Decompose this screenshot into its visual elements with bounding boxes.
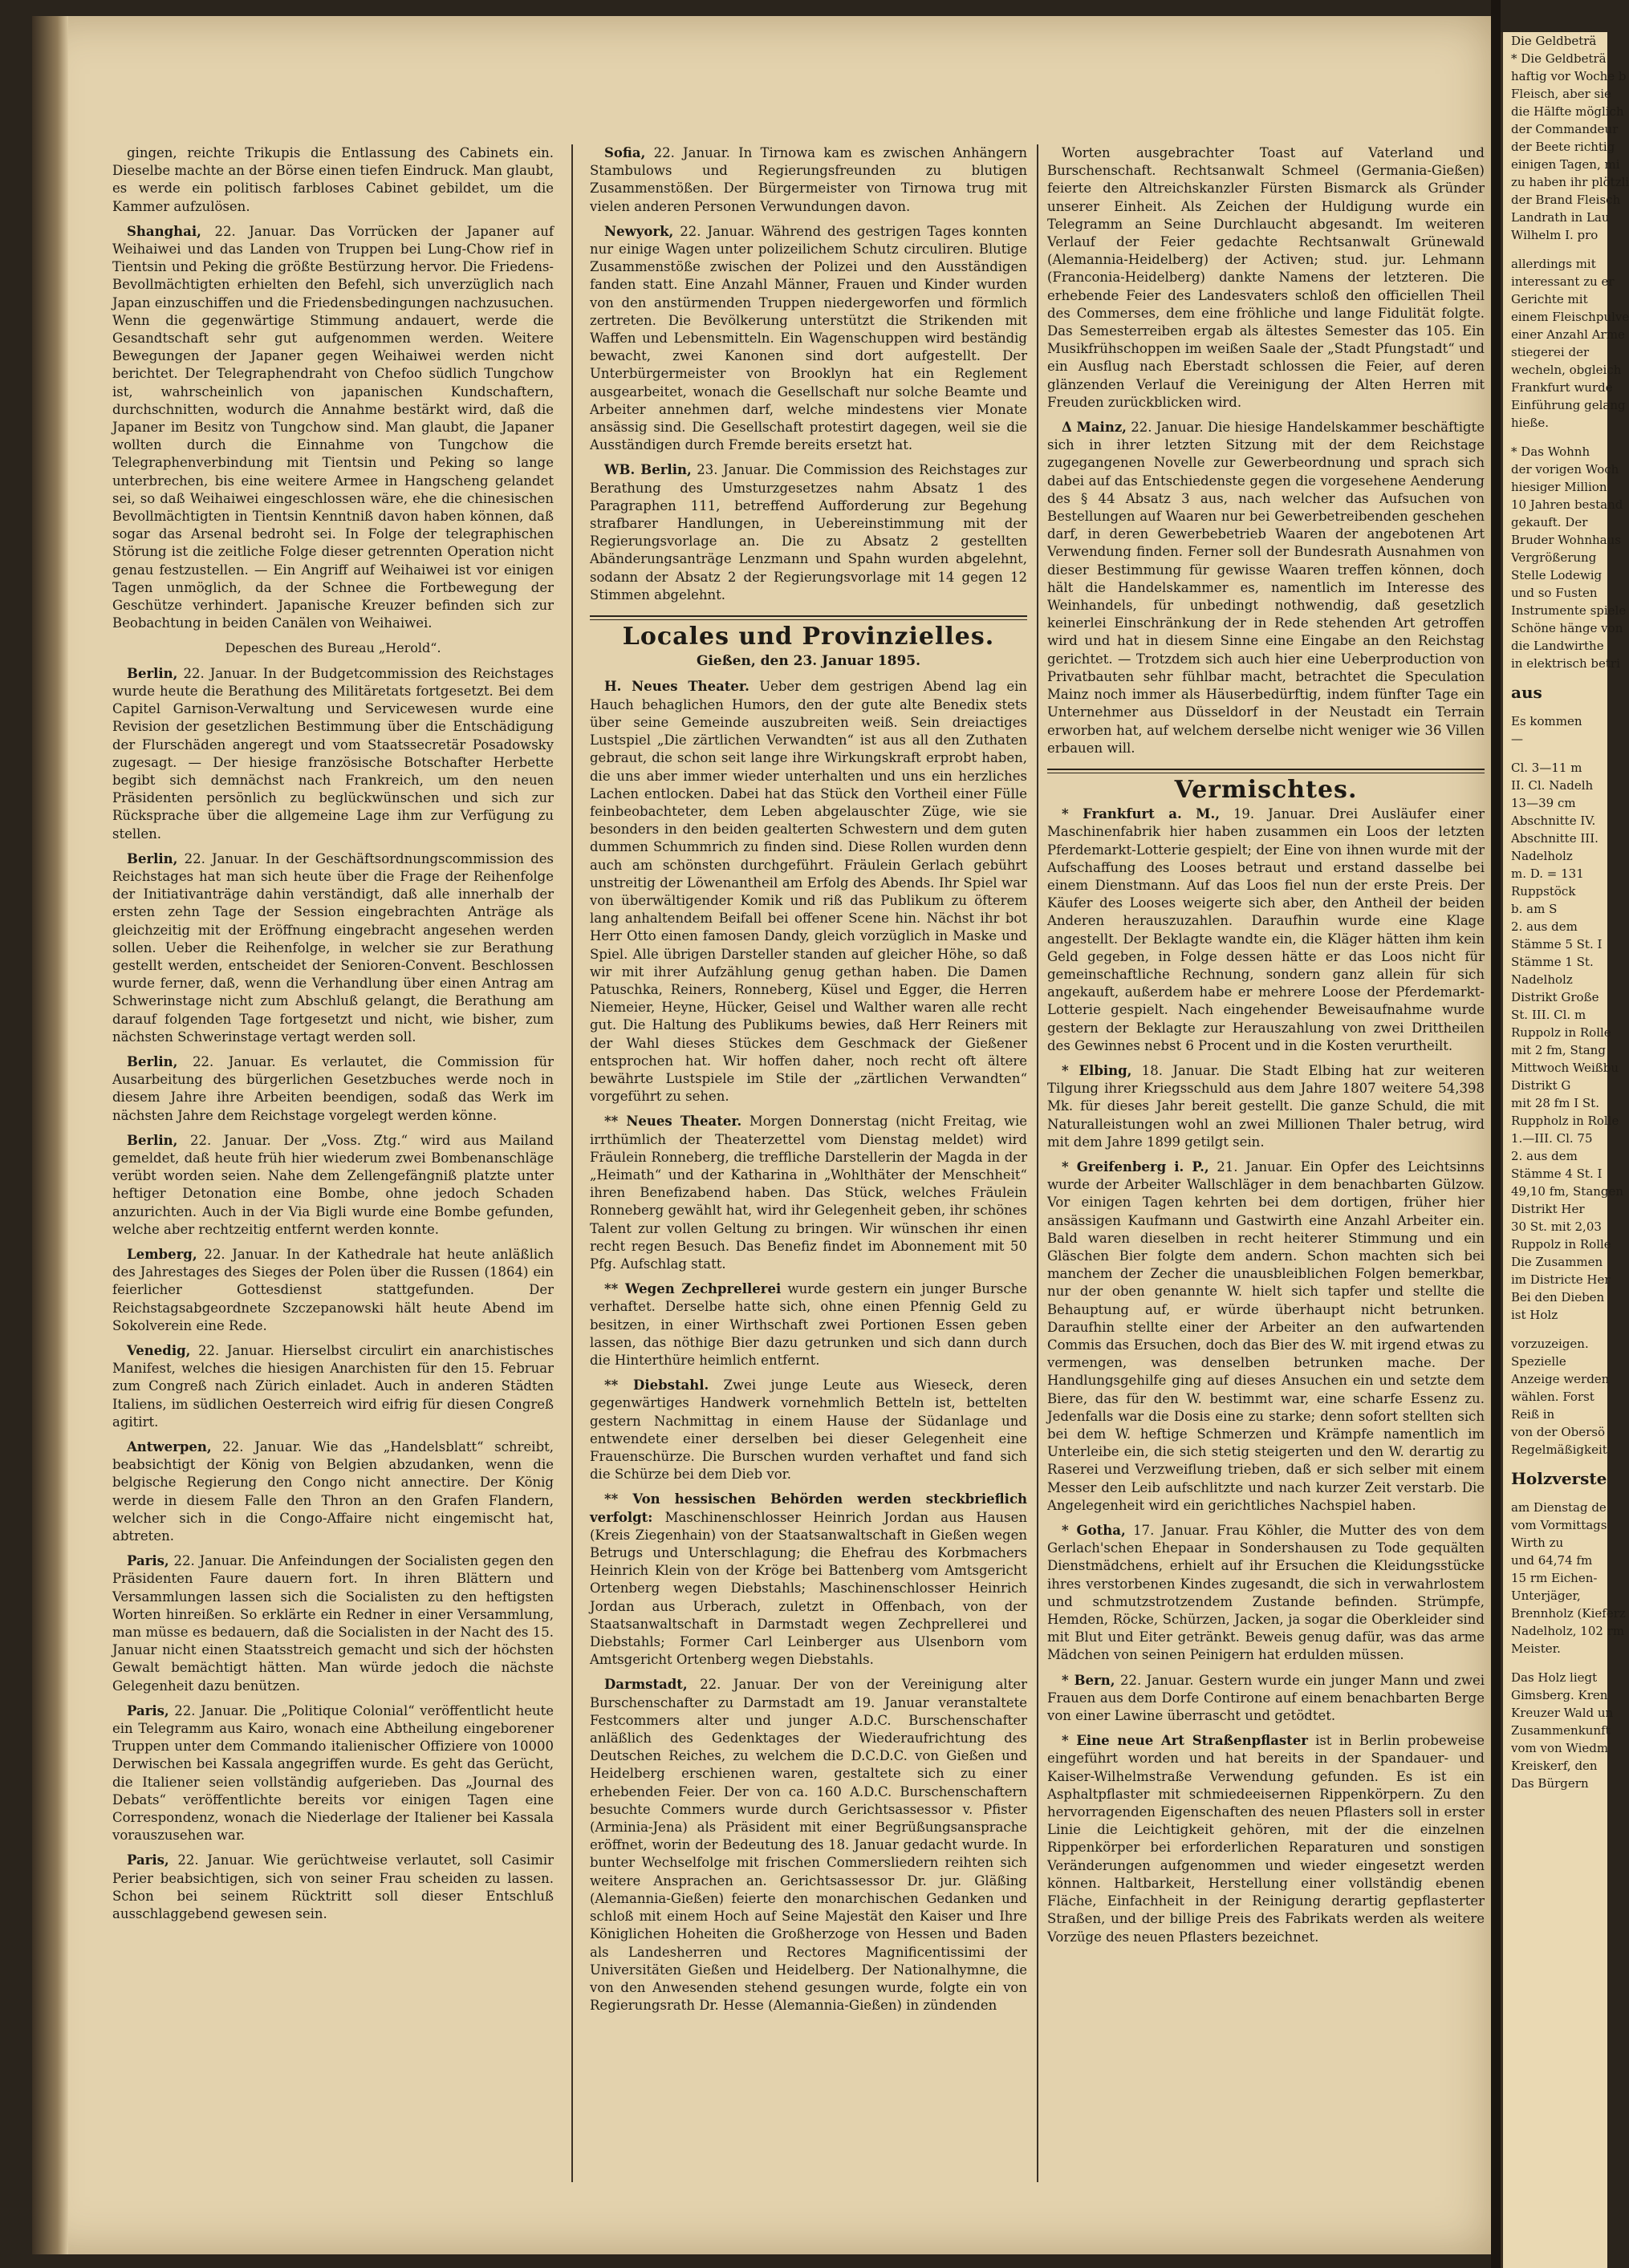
strip-line: Reiß in bbox=[1511, 1407, 1555, 1422]
strip-line: St. III. Cl. m bbox=[1511, 1008, 1586, 1022]
article-dateline: ** Diebstahl. bbox=[604, 1377, 709, 1394]
strip-line: 15 rm Eichen- bbox=[1511, 1571, 1598, 1585]
strip-line: Die Geldbeträ bbox=[1511, 34, 1597, 48]
article-paragraph bbox=[590, 461, 1027, 604]
column-rule bbox=[1037, 144, 1038, 2182]
strip-line: stiegerei der bbox=[1511, 345, 1590, 359]
strip-line: Bei den Dieben bbox=[1511, 1290, 1605, 1304]
strip-line: die Landwirthe bbox=[1511, 639, 1604, 653]
article-text: 22. Januar. Es verlautet, die Commission für Ausarbeitung des bürgerlichen Gesetzbuches werde noch in diesem Jahre ihre Arbeiten beendigen, sodaß das Werk im nächsten Jahre dem Reichstage vorgelegt werden könne. bbox=[112, 1053, 555, 1123]
strip-block bbox=[1503, 684, 1607, 701]
strip-block bbox=[1503, 1335, 1610, 1459]
local-news-dateline: Gießen, den 23. Januar 1895. bbox=[696, 653, 921, 670]
strip-line: Nadelholz bbox=[1511, 972, 1573, 987]
article-dateline: Venedig, bbox=[127, 1343, 191, 1358]
strip-line: Cl. 3—11 m bbox=[1511, 761, 1582, 775]
article-paragraph bbox=[1047, 144, 1485, 412]
article-paragraph bbox=[590, 223, 1027, 455]
strip-line: am Dienstag de bbox=[1511, 1500, 1607, 1515]
article-paragraph bbox=[112, 850, 554, 1046]
article-text: 19. Januar. Drei Ausläufer einer Maschinenfabrik hier haben zusammen ein Loos der letzten Pferdemarkt-Lotterie gespielt; der Eine von ihnen wurde mit der Aufschaffung des Looses betraut und erstand dasselbe bei einem Dienstmann. Auf das Loos fiel nun der erste Preis. Der Käufer des Looses weigerte sich aber, den Antheil der beiden Anderen herauszuzahlen. Daraufhin wurde eine Klage angestellt. Der Beklagte wandte ein, die Kläger hätten ihm kein Geld gegeben, in Folge dessen hätte er das Loos nicht für gemeinschaftliche Rechnung, sondern ganz allein für sich angekauft, außerdem habe er mehrere Loose der Pferdemarkt-Lotterie gespielt. Nach eingehender Beweisaufnahme wurde gestern der Beklagte zur Herauszahlung von zwei Drittheilen des Gewinnes nebst 6 Procent und in die Kosten verurtheilt. bbox=[1047, 806, 1485, 1053]
strip-line: Das Bürgern bbox=[1511, 1776, 1589, 1791]
strip-line: Schöne hänge von bbox=[1511, 621, 1623, 635]
article-dateline: Newyork, bbox=[604, 223, 674, 239]
strip-line: die Hälfte möglich bbox=[1511, 104, 1624, 119]
strip-line: wecheln, obgleich bbox=[1511, 363, 1622, 377]
article-dateline: Berlin, bbox=[127, 1132, 178, 1148]
strip-line: Abschnitte IV. bbox=[1511, 813, 1596, 828]
strip-line: II. Cl. Nadelh bbox=[1511, 778, 1594, 793]
article-paragraph bbox=[112, 639, 554, 657]
column-rule bbox=[571, 144, 573, 2182]
page-gutter bbox=[32, 16, 68, 2254]
strip-line: Stämme 1 St. bbox=[1511, 955, 1594, 969]
article-paragraph bbox=[112, 665, 554, 843]
article-text: Depeschen des Bureau „Herold“. bbox=[225, 640, 441, 656]
strip-line: der Beete richtig bbox=[1511, 140, 1615, 154]
article-dateline: WB. Berlin, bbox=[604, 462, 692, 478]
strip-line: Gerichte mit bbox=[1511, 292, 1588, 306]
strip-line: allerdings mit bbox=[1511, 257, 1596, 271]
strip-line: Abschnitte III. bbox=[1511, 831, 1599, 846]
strip-line: Ruppstöck bbox=[1511, 884, 1576, 899]
strip-line: und 64,74 fm bbox=[1511, 1553, 1593, 1568]
local-news-section bbox=[590, 678, 1027, 2014]
strip-line: 30 St. mit 2,03 bbox=[1511, 1219, 1602, 1234]
article-dateline: Lemberg, bbox=[127, 1246, 197, 1262]
article-dateline: * Greifenberg i. P., bbox=[1062, 1158, 1209, 1175]
strip-line: Landrath in Lau bbox=[1511, 210, 1610, 225]
article-paragraph bbox=[1047, 1522, 1485, 1665]
article-text: Ueber dem gestrigen Abend lag ein Hauch behaglichen Humors, den der gute alte Benedix stets über seine Gemeinde auszubreiten weiß. Sein dreiactiges Lustspiel „Die zärtlichen Verwandten“ ist aus all den Zuthaten gebraut, die schon seit lange ihre Wirkungskraft erprobt haben, die uns aber immer wieder unterhalten und uns ein herzliches Lachen entlocken. Dabei hat das Stück den Vortheil einer Fülle feinbeobachteter, dem Leben abgelauschter Züge, wie sie besonders in den beiden gealterten Schwestern und dem guten dummen Schummrich zu finden sind. Diese Rollen wurden denn auch am schönsten durchgeführt. Fräulein Gerlach gebührt unstreitig der Löwenantheil am Erfolg des Abends. Ihr Spiel war von überwältigender Komik und riß das Publikum zu öfterem lang anhaltendem Beifall bei offener Scene hin. Nächst ihr bot Herr Otto einen famosen Dandy, gleich vorzüglich in Maske und Spiel. Alle übrigen Darsteller standen auf gleicher Höhe, so daß wir mit ihrer Aufzählung genug gethan haben. Die Damen Patuschka, Reiners, Ronneberg, Küsel und Egger, die Herren Niemeier, Heyne, Hücker, Geisel und Walther waren alle recht gut. Die Haltung des Publikums bewies, daß Herr Reiners mit der Wahl dieses Stückes dem Geschmack der Gießener entsprochen hat. Wir hoffen daher, noch recht oft ältere bewährte Lustspiele im Stile der „zärtlichen Verwandten“ vorgeführt zu sehen. bbox=[590, 679, 1027, 1105]
section-divider bbox=[590, 615, 1027, 620]
article-text: 22. Januar. Gestern wurde ein junger Mann und zwei Frauen aus dem Dorfe Contirone auf einem benachbarten Berge von einer Lawine überrascht und getödtet. bbox=[1047, 1672, 1485, 1724]
strip-line: Kreuzer Wald un bbox=[1511, 1706, 1614, 1720]
article-dateline: Paris, bbox=[127, 1702, 169, 1718]
strip-block bbox=[1503, 443, 1627, 672]
strip-block bbox=[1503, 32, 1629, 244]
strip-line: * Das Wohnh bbox=[1511, 444, 1590, 459]
article-paragraph bbox=[590, 1113, 1027, 1273]
article-paragraph bbox=[1047, 419, 1485, 757]
strip-line: aus bbox=[1511, 683, 1542, 702]
strip-line: Regelmäßigkeit bbox=[1511, 1442, 1607, 1457]
strip-line: Zusammenkunft bbox=[1511, 1723, 1611, 1738]
strip-line: hieße. bbox=[1511, 416, 1549, 430]
strip-line: Ruppholz in Rolle bbox=[1511, 1114, 1619, 1128]
article-dateline: Berlin, bbox=[127, 850, 178, 866]
strip-block bbox=[1503, 759, 1624, 1324]
newspaper-page bbox=[32, 16, 1493, 2254]
strip-line: Instrumente spiele bbox=[1511, 603, 1627, 618]
strip-line: Fleisch, aber sie bbox=[1511, 87, 1611, 101]
strip-line: Wilhelm I. pro bbox=[1511, 228, 1599, 242]
strip-line: ist Holz bbox=[1511, 1308, 1558, 1322]
strip-line: * Die Geldbeträ bbox=[1511, 51, 1607, 66]
local-news-heading: Locales und Provinzielles. bbox=[622, 623, 995, 651]
article-text: 22. Januar. In der Kathedrale hat heute anläßlich des Jahrestages des Sieges der Polen über die Russen (1864) ein feierlicher Gottesdienst stattgefunden. Der Reichstagsabgeordnete Szczepanowski hält heute Abend im Sokolverein eine Rede. bbox=[112, 1246, 554, 1333]
strip-line: Frankfurt wurde bbox=[1511, 380, 1613, 395]
strip-line: einer Anzahl Arme bbox=[1511, 327, 1625, 342]
binding-shadow bbox=[1491, 0, 1501, 2268]
strip-line: interessant zu er bbox=[1511, 274, 1615, 289]
article-paragraph bbox=[112, 1053, 554, 1125]
adjacent-page-strip bbox=[1501, 32, 1629, 2268]
strip-line: Vergrößerung bbox=[1511, 550, 1597, 565]
article-text: Morgen Donnerstag (nicht Freitag, wie irrthümlich der Theaterzettel vom Dienstag meldet) wird Fräulein Ronneberg, die treffliche Darstellerin der Magda in der „Heimath“ und der Katharina in „Wohlthäter der Menschheit“ ihren Benefizabend haben. Das Stück, welches Fräulein Ronneberg gewählt hat, wird ihr Gelegenheit geben, ihr schönes Talent zur vollen Geltung zu bringen. Wir wünschen ihr einen recht regen Besuch. Das Benefiz findet im Abonnement mit 50 Pfg. Aufschlag statt. bbox=[590, 1114, 1028, 1272]
strip-line: Nadelholz bbox=[1511, 849, 1573, 863]
article-paragraph bbox=[590, 678, 1027, 1106]
article-paragraph bbox=[590, 1491, 1027, 1669]
strip-line: Nadelholz, 102 rm bbox=[1511, 1624, 1625, 1638]
strip-block bbox=[1503, 1669, 1614, 1792]
strip-line: Es kommen bbox=[1511, 714, 1582, 728]
strip-block bbox=[1503, 712, 1607, 748]
article-text: wurde gestern ein junger Bursche verhaftet. Derselbe hatte sich, ohne einen Pfennig Geld zu besitzen, in einer Wirthschaft zwei Portionen Essen geben lassen, das nöthige Bier dazu getrunken und sich dann durch die Hinterthüre heimlich entfernt. bbox=[590, 1281, 1027, 1368]
strip-line: hiesiger Million bbox=[1511, 480, 1607, 494]
article-paragraph bbox=[1047, 1158, 1485, 1515]
strip-block bbox=[1503, 1499, 1626, 1657]
strip-line: Kreiskerf, den bbox=[1511, 1759, 1598, 1773]
article-text: 17. Januar. Frau Köhler, die Mutter des von dem Gerlach'schen Ehepaar in Sondershausen zu Tode gequälten Dienstmädchens, erhielt auf ihr Ersuchen die Kleidungsstücke ihres verstorbenen Kindes zugesandt, die sich in verwahrlostem und schmutzstrotzendem Zustande befinden. Strümpfe, Hemden, Röcke, Schürzen, Jacken, ja sogar die Oberkleider sind mit Blut und Eiter getränkt. Beweis genug dafür, was das arme Mädchen von seinen Peinigern hat erdulden müssen. bbox=[1047, 1523, 1485, 1663]
article-dateline: Antwerpen, bbox=[127, 1439, 212, 1455]
article-text: 22. Januar. In der Budgetcommission des Reichstages wurde heute die Berathung des Militäretats fortgesetzt. Bei dem Capitel Garnison-Verwaltung und Servicewesen wurde eine Revision der gesetzlichen Bestimmung über die Entschädigung der Flurschäden angeregt und vom Staatssecretär Posadowsky zugesagt. — Der hiesige französische Botschafter Herbette begibt sich demnächst nach Frankreich, um den neuen Präsidenten persönlich zu beglückwünschen und sich zur Rücksprache über die allgemeine Lage ihm zur Verfügung zu stellen. bbox=[112, 665, 555, 842]
column-2 bbox=[590, 144, 1027, 2182]
article-paragraph bbox=[112, 223, 554, 633]
article-text: 22. Januar. In der Geschäftsordnungscommission des Reichstages hat man sich heute über die Frage der Reihenfolge der Initiativanträge dahin verständigt, daß alle innerhalb der ersten zehn Tage der Session eingebrachten Anträge als gleichzeitig mit der Eröffnung eingebracht angesehen werden sollen. Ueber die Reihenfolge, in welcher sie zur Berathung gestellt werden, entscheidet der Senioren-Convent. Beschlossen wurde ferner, daß, wenn die Verhandlung über einen Antrag am Schwerinstage nicht zum Abschluß gelangt, die Berathung am darauf folgenden Tage fortgesetzt und nicht, wie bisher, zum nächsten Schwerinstage vertagt werden soll. bbox=[112, 850, 554, 1045]
article-text: ist in Berlin probeweise eingeführt worden und hat bereits in der Spandauer- und Kaiser-Wilhelmstraße Verwendung gefunden. Es ist ein Asphaltpflaster mit schmiedeeisernen Rippenkörpern. Zu den hervorragenden Eigenschaften des neuen Pflasters soll in erster Linie die Leichtigkeit gehören, mit der die einzelnen Rippenkörper bei erforderlichen Reparaturen und sonstigen Veränderungen aufgenommen und wieder eingesetzt werden können. Haltbarkeit, Herstellung einer vollständig ebenen Fläche, Einfachheit in der Reinigung derartig gepflasterter Straßen, und der billige Preis des Fabrikats werden als weitere Vorzüge des neuen Pflasters bezeichnet. bbox=[1047, 1733, 1485, 1945]
article-text: 22. Januar. In Tirnowa kam es zwischen Anhängern Stambulows und Regierungsfreunden zu blutigen Zusammenstößen. Der Bürgermeister von Tirnowa trug mit vielen anderen Personen Verwundungen davon. bbox=[590, 145, 1027, 214]
article-paragraph bbox=[112, 1132, 554, 1239]
misc-section bbox=[1047, 805, 1485, 1946]
strip-line: Distrikt Her bbox=[1511, 1202, 1585, 1216]
article-text: 22. Januar. Die „Politique Colonial“ veröffentlicht heute ein Telegramm aus Kairo, wonach eine Abtheilung eingeborener Truppen unter dem Commando italienischer Offiziere von 10000 Derwischen bei Kassala angegriffen wurde. Es geht das Gerücht, die Italiener seien vollständig aufgerieben. Das „Journal des Debats“ veröffentlichte bereits vor einigen Tagen eine Correspondenz, wonach die Niederlage der Italiener bei Kassala vorauszusehen war. bbox=[112, 1702, 555, 1844]
article-dateline: Paris, bbox=[127, 1852, 169, 1868]
article-text: 22. Januar. Das Vorrücken der Japaner auf Weihaiwei und das Landen von Truppen bei Lung-Chow rief in Tientsin und Peking die größte Bestürzung hervor. Die Friedens-Bevollmächtigten erhielten den Befehl, sich unverzüglich nach Japan einzuschiffen und die Friedensbedingungen nachzusuchen. Wenn die gegenwärtige Stimmung andauert, werde die Gesandtschaft sehr gut aufgenommen werden. Weitere Bewegungen der Japaner gegen Weihaiwei werden nicht berichtet. Der Telegraphendraht von Chefoo südlich Tungchow ist, wahrscheinlich von japanischen Kundschaftern, durchschnitten, wodurch die Annahme bestärkt wird, daß die Japaner im Besitz von Tungchow sind. Man glaubt, die Japaner wollten durch die Einnahme von Tungchow die Telegraphenverbindung mit Tientsin und Peking so lange unterbrechen, bis eine weitere Armee in Hangscheng gelandet sei, so daß Weihaiwei eingeschlossen wäre, ehe die chinesischen Bevollmächtigten in Tientsin Kenntniß davon haben können, daß sogar das Arsenal bedroht sei. In Folge der telegraphischen Störung ist die zeitliche Folge dieser getrennten Operation nicht genau festzustellen. — Ein Angriff auf Weihaiwei ist vor einigen Tagen unmöglich, da der Schnee die Fortbewegung der Geschütze verhindert. Japanische Kreuzer befinden sich zur Beobachtung in beiden Canälen von Weihaiwei. bbox=[112, 223, 554, 631]
strip-line: vorzuzeigen. bbox=[1511, 1337, 1589, 1351]
strip-line: der Commandeur bbox=[1511, 122, 1619, 136]
strip-line: der vorigen Woch bbox=[1511, 462, 1619, 477]
article-paragraph bbox=[1047, 1672, 1485, 1726]
article-text: Zwei junge Leute aus Wieseck, deren gegenwärtiges Handwerk vornehmlich Betteln ist, bettelten gestern Nachmittag in einem Hause der Südanlage und entwendete einer derselben bei dieser Gelegenheit eine Frauenschürze. Die Burschen wurden verhaftet und fand sich die Schürze bei dem Dieb vor. bbox=[590, 1377, 1027, 1483]
strip-line: Einführung gelang bbox=[1511, 398, 1626, 412]
strip-line: Stelle Lodewig bbox=[1511, 568, 1603, 582]
strip-line: Brennholz (Kieferz bbox=[1511, 1606, 1626, 1621]
article-paragraph bbox=[112, 1246, 554, 1335]
strip-line: 10 Jahren bestand bbox=[1511, 497, 1623, 512]
strip-line: Ruppolz in Rolle bbox=[1511, 1237, 1611, 1252]
strip-line: 13—39 cm bbox=[1511, 796, 1576, 810]
article-dateline: Berlin, bbox=[127, 1053, 178, 1069]
strip-block bbox=[1503, 1470, 1607, 1487]
article-paragraph bbox=[112, 1552, 554, 1695]
article-paragraph bbox=[112, 1702, 554, 1845]
article-paragraph bbox=[1047, 1732, 1485, 1945]
strip-line: mit 28 fm I St. bbox=[1511, 1096, 1599, 1110]
article-dateline: * Frankfurt a. M., bbox=[1062, 806, 1220, 822]
strip-line: 2. aus dem bbox=[1511, 919, 1578, 934]
strip-line: wählen. Forst bbox=[1511, 1390, 1594, 1404]
strip-line: von der Obersö bbox=[1511, 1425, 1606, 1439]
strip-line: Meister. bbox=[1511, 1641, 1561, 1656]
article-paragraph bbox=[112, 144, 554, 216]
article-dateline: Darmstadt, bbox=[604, 1677, 688, 1693]
strip-line: einem Fleischpulve bbox=[1511, 310, 1629, 324]
article-paragraph bbox=[1047, 805, 1485, 1055]
strip-line: in elektrisch betri bbox=[1511, 656, 1620, 671]
article-dateline: Berlin, bbox=[127, 665, 178, 681]
strip-line: Spezielle bbox=[1511, 1354, 1566, 1369]
article-dateline: ** Von hessischen Behörden werden steckbrieflich verfolgt: bbox=[590, 1491, 1027, 1525]
article-text: 22. Januar. Wie das „Handelsblatt“ schreibt, beabsichtigt der König von Belgien abzudanken, wenn die belgische Regierung den Congo nicht annectire. Der König werde in diesem Falle den Thron an den Grafen Flandern, welcher sich in die Congo-Affaire nicht eingemischt hat, abtreten. bbox=[112, 1439, 555, 1544]
article-paragraph bbox=[112, 1438, 554, 1545]
section-divider bbox=[1047, 769, 1485, 773]
article-dateline: * Gotha, bbox=[1062, 1523, 1126, 1539]
strip-line: 49,10 fm, Stangen bbox=[1511, 1184, 1624, 1199]
article-dateline: Sofia, bbox=[604, 145, 646, 160]
strip-line: Anzeige werden bbox=[1511, 1372, 1610, 1386]
strip-line: zu haben ihr plötzli bbox=[1511, 175, 1629, 189]
strip-line: gekauft. Der bbox=[1511, 515, 1588, 529]
strip-line: Unterjäger, bbox=[1511, 1588, 1581, 1603]
article-dateline: Shanghai, bbox=[127, 223, 201, 239]
strip-line: mit 2 fm, Stang bbox=[1511, 1043, 1606, 1057]
article-paragraph bbox=[112, 1342, 554, 1431]
article-text: 22. Januar. Der „Voss. Ztg.“ wird aus Mailand gemeldet, daß heute früh hier wiederum zwei Bombenanschläge verübt worden seien. Nahe dem Zellengefängniß platzte unter heftiger Detonation eine Bombe, ohne jedoch Schaden anzurichten. Auch in der Via Bigli wurde eine Bombe gefunden, welche aber rechtzeitig entfernt werden konnte. bbox=[112, 1132, 554, 1237]
strip-line: einigen Tagen, mi bbox=[1511, 157, 1620, 172]
strip-line: Holzverste bbox=[1511, 1469, 1607, 1488]
strip-line: der Brand Fleisch bbox=[1511, 193, 1621, 207]
strip-line: Stämme 5 St. I bbox=[1511, 937, 1603, 951]
telegram-section bbox=[590, 144, 1027, 604]
misc-heading: Vermischtes. bbox=[1174, 775, 1358, 804]
article-dateline: Paris, bbox=[127, 1553, 169, 1569]
strip-line: b. am S bbox=[1511, 902, 1558, 916]
strip-line: 2. aus dem bbox=[1511, 1149, 1578, 1163]
article-dateline: ** Neues Theater. bbox=[604, 1114, 742, 1130]
strip-line: haftig vor Woche b bbox=[1511, 69, 1627, 83]
article-text: 22. Januar. Während des gestrigen Tages konnten nur einige Wagen unter polizeilichem Schutz circuliren. Blutige Zusammenstöße zwischen der Polizei und den Ausständigen fanden statt. Eine Anzahl Männer, Frauen und Kinder wurden von den anstürmenden Truppen niedergeworfen und förmlich zertreten. Die Bevölkerung unterstützt die Strikenden mit Waffen und Lebensmitteln. Ein Wagenschuppen wird beständig bewacht, zwei Kanonen sind dort aufgestellt. Der Unterbürgermeister von Brooklyn hat ein Reglement ausgearbeitet, wonach die Gesellschaft nur solche Beamte und Arbeiter annehmen darf, welche mindestens vier Monate ansässig sind. Die Gesellschaft protestirt dagegen, weil sie die Ausständigen durch Fremde bereits ersetzt hat. bbox=[590, 223, 1027, 453]
article-paragraph bbox=[590, 1377, 1027, 1483]
strip-line: Distrikt G bbox=[1511, 1078, 1571, 1093]
article-paragraph bbox=[590, 1676, 1027, 2014]
article-dateline: * Eine neue Art Straßenpflaster bbox=[1062, 1733, 1308, 1749]
strip-line: und so Fusten bbox=[1511, 586, 1598, 600]
article-text: 22. Januar. Der von der Vereinigung alter Burschenschafter zu Darmstadt am 19. Januar veranstaltete Festcommers alter und junger A.D.C. Burschenschafter anläßlich des Gedenktages der Wiederaufrichtung des Deutschen Reiches, zu welchem die D.C.D.C. von Gießen und Heidelberg erschienen waren, gestaltete sich zu einer erhebenden Feier. Der von ca. 160 A.D.C. Burschenschaftern besuchte Commers wurde durch Gerichtsassessor v. Pfister (Arminia-Jena) als Präsident mit einer Begrüßungsansprache eröffnet, worin der Bedeutung des 18. Januar gedacht wurde. In bunter Wechselfolge mit frischen Commersliedern reihten sich weitere Ansprachen an. Gerichtsassessor Dr. jur. Gläßing (Alemannia-Gießen) feierte den monarchischen Gedanken und schloß mit einem Hoch auf Seine Majestät den Kaiser und Ihre Königlichen Hoheiten die Großherzoge von Hessen und Baden als Landesherren und Rectores Magnificentissimi der Universitäten Gießen und Heidelberg. Der Nationalhymne, die von den Anwesenden stehend gesungen wurde, folgte ein von Regierungsrath Dr. Hesse (Alemannia-Gießen) in zündenden bbox=[590, 1677, 1027, 2014]
article-paragraph bbox=[590, 1280, 1027, 1369]
article-text: 22. Januar. Die Anfeindungen der Socialisten gegen den Präsidenten Faure dauern fort. In ihren Blättern und Versammlungen lassen sich die Socialisten zu den heftigsten Worten hinreißen. So erklärte ein Redner in einer Versammlung, man müsse es bedauern, daß die Socialisten in der Nacht des 15. Januar nicht einen Staatsstreich gemacht und sich der höchsten Gewalt bemächtigt hätten. Man würde jedoch die nächste Gelegenheit dazu benützen. bbox=[112, 1553, 554, 1694]
strip-line: Mittwoch Weißbu bbox=[1511, 1061, 1619, 1075]
strip-line: Wirth zu bbox=[1511, 1536, 1564, 1550]
strip-line: Stämme 4 St. I bbox=[1511, 1166, 1603, 1181]
column-3 bbox=[1047, 144, 1485, 2182]
article-dateline: * Bern, bbox=[1062, 1672, 1115, 1688]
continued-section bbox=[1047, 144, 1485, 757]
article-text: 23. Januar. Die Commission des Reichstages zur Berathung des Umsturzgesetzes nahm Absatz 1 des Paragraphen 111, betreffend Aufforderung zur Begehung strafbarer Handlungen, in Uebereinstimmung mit der Regierungsvorlage an. Die zu Absatz 2 gestellten Abänderungsanträge Lenzmann und Spahn wurden abgelehnt, sodann der Absatz 2 der Regierungsvorlage mit 14 gegen 12 Stimmen abgelehnt. bbox=[590, 462, 1027, 603]
article-paragraph bbox=[112, 1852, 554, 1923]
strip-line: vom von Wiedm bbox=[1511, 1741, 1609, 1755]
article-text: Worten ausgebrachter Toast auf Vaterland und Burschenschaft. Rechtsanwalt Schmeel (Germania-Gießen) feierte den Altreichskanzler Fürsten Bismarck als Gründer unserer Einheit. Als Zeichen der Huldigung wurde ein Telegramm an Seine Durchlaucht abgesandt. Im weiteren Verlauf der Feier gedachte Rechtsanwalt Grünewald (Alemannia-Heidelberg) der Activen; stud. jur. Lehmann (Franconia-Heidelberg) dankte Namens der letzteren. Die erhebende Feier des Landesvaters schloß den officiellen Theil des Commerses, dem eine fröhliche und lange Fidulität folgte. Das Semesterreiben ergab als ältestes Semester das 105. Ein Musikfrühschoppen im weißen Saale der „Stadt Pfungstadt“ und ein Ausflug nach Eberstadt schlossen die Feier, auf deren glänzenden Verlauf die Vereinigung der Alten Herren mit Freuden zurückblicken wird. bbox=[1047, 145, 1485, 410]
article-text: Maschinenschlosser Heinrich Jordan aus Hausen (Kreis Ziegenhain) von der Staatsanwaltschaft in Gießen wegen Betrugs und Unterschlagung; die Ehefrau des Korbmachers Heinrich Klein von der Kröge bei Battenberg vom Amtsgericht Ortenberg wegen Diebstahls; Maschinenschlosser Heinrich Jordan aus Urberach, zuletzt in Offenbach, von der Staatsanwaltschaft in Darmstadt wegen Zechprellerei und Diebstahls; Former Carl Leinberger aus Ulsenborn vom Amtsgericht Ortenberg wegen Diebstahls. bbox=[590, 1509, 1028, 1668]
article-paragraph bbox=[590, 144, 1027, 216]
article-dateline: Δ Mainz, bbox=[1062, 420, 1127, 436]
article-text: 22. Januar. Wie gerüchtweise verlautet, soll Casimir Perier beabsichtigen, sich von seiner Frau scheiden zu lassen. Schon bei seinem Rücktritt soll dieser Entschluß ausschlaggebend gewesen sein. bbox=[112, 1852, 555, 1922]
article-text: 18. Januar. Die Stadt Elbing hat zur weiteren Tilgung ihrer Kriegsschuld aus dem Jahre 1807 weitere 54,398 Mk. für dieses Jahr bereit gestellt. Die ganze Schuld, die mit Naturalleistungen wohl an zwei Millionen Thaler betrug, wird mit dem Jahre 1899 getilgt sein. bbox=[1047, 1062, 1485, 1150]
article-dateline: ** Wegen Zechprellerei bbox=[604, 1281, 782, 1297]
article-text: gingen, reichte Trikupis die Entlassung des Cabinets ein. Dieselbe machte an der Börse einen tiefen Eindruck. Man glaubt, es werde ein politisch farbloses Cabinet gebildet, um die Kammer aufzulösen. bbox=[112, 145, 554, 214]
strip-line: Ruppolz in Rolle bbox=[1511, 1025, 1611, 1040]
strip-line: Gimsberg. Kren bbox=[1511, 1688, 1608, 1702]
article-dateline: H. Neues Theater. bbox=[604, 679, 750, 695]
strip-line: im Districte Her bbox=[1511, 1272, 1611, 1287]
strip-line: Die Zusammen bbox=[1511, 1255, 1603, 1269]
strip-line: Das Holz liegt bbox=[1511, 1670, 1598, 1685]
article-paragraph bbox=[1047, 1062, 1485, 1151]
strip-line: 1.—III. Cl. 75 bbox=[1511, 1131, 1593, 1146]
column-1 bbox=[112, 144, 554, 2182]
strip-line: Bruder Wohnhaus bbox=[1511, 533, 1621, 547]
article-text: 21. Januar. Ein Opfer des Leichtsinns wurde der Arbeiter Wallschläger in dem benachbarten Gülzow. Vor einigen Tagen kehrten bei dem dortigen, früher hier ansässigen Kaufmann und Gastwirth eine Anzahl Arbeiter ein. Bald waren dieselben in recht heiterer Stimmung und ein Gläschen Bier folgte dem andern. Schon machten sich bei manchem der Zecher die unausbleiblichen Folgen bemerkbar, nur der oben genannte W. hielt sich tapfer und stellte die Behauptung auf, er würde überhaupt nicht betrunken. Daraufhin stellte einer der Arbeiter an den aufwartenden Commis das Ersuchen, doch das Bier des W. mit irgend etwas zu vermengen, was denselben betrunken mache. Der Handlungsgehilfe ging auf dieses Ansuchen ein und setzte dem Biere, das für den W. bestimmt war, eine scharfe Essenz zu. Jedenfalls war die Dosis eine zu starke; denn sofort stellten sich bei dem W. heftige Schmerzen und Krämpfe namentlich im Unterleibe ein, die sich stetig steigerten und den W. derartig zu Raserei und Verzweiflung trieben, daß er sich selber mit einem Messer den Leib aufschlitzte und nach kurzer Zeit verstarb. Die Angelegenheit wird ein gerichtliches Nachspiel haben. bbox=[1047, 1158, 1485, 1513]
article-text: 22. Januar. Die hiesige Handelskammer beschäftigte sich in ihrer letzten Sitzung mit der dem Reichstage zugegangenen Novelle zur Gewerbeordnung und sprach sich dabei auf das Entschiedenste gegen die vorgesehene Aenderung des § 44 Absatz 3 aus, nach welcher das Aufsuchen von Bestellungen auf Waaren nur bei Gewerbetreibenden geschehen darf, in deren Gewerbebetrieb Waaren der angebotenen Art Verwendung finden. Ferner soll der Bundesrath Ausnahmen von dieser Bestimmung für gewisse Waaren treffen können, doch hält die Handelskammer es, namentlich im Interesse des Weinhandels, für unbedingt nothwendig, daß gesetzlich keinerlei Einschränkung der in Rede stehenden Art getroffen wird und hat in diesem Sinne eine Eingabe an den Reichstag gerichtet. — Trotzdem sich auch hier eine Ueberproduction von Privatbauten sehr fühlbar macht, betrachtet die Speculation Mainz noch immer als Häuserbedürftig, indem fünfter Tage ein Unternehmer aus Düsseldorf in der Neustadt ein Terrain erworben hat, auf welchem derselbe nicht weniger wie 36 Villen erbauen will. bbox=[1047, 420, 1485, 756]
strip-line: Distrikt Große bbox=[1511, 990, 1599, 1004]
article-text: 22. Januar. Hierselbst circulirt ein anarchistisches Manifest, welches die hiesigen Anarchisten für den 15. Februar zum Congreß nach Zürich einladet. Auch in anderen Städten Italiens, im südlichen Oesterreich wird eifrig für diesen Congreß agitirt. bbox=[112, 1343, 554, 1430]
strip-line: m. D. = 131 bbox=[1511, 866, 1584, 881]
article-dateline: * Elbing, bbox=[1062, 1062, 1132, 1078]
strip-line: — bbox=[1511, 732, 1523, 746]
strip-block bbox=[1503, 255, 1629, 432]
strip-line: vom Vormittags bbox=[1511, 1518, 1607, 1532]
